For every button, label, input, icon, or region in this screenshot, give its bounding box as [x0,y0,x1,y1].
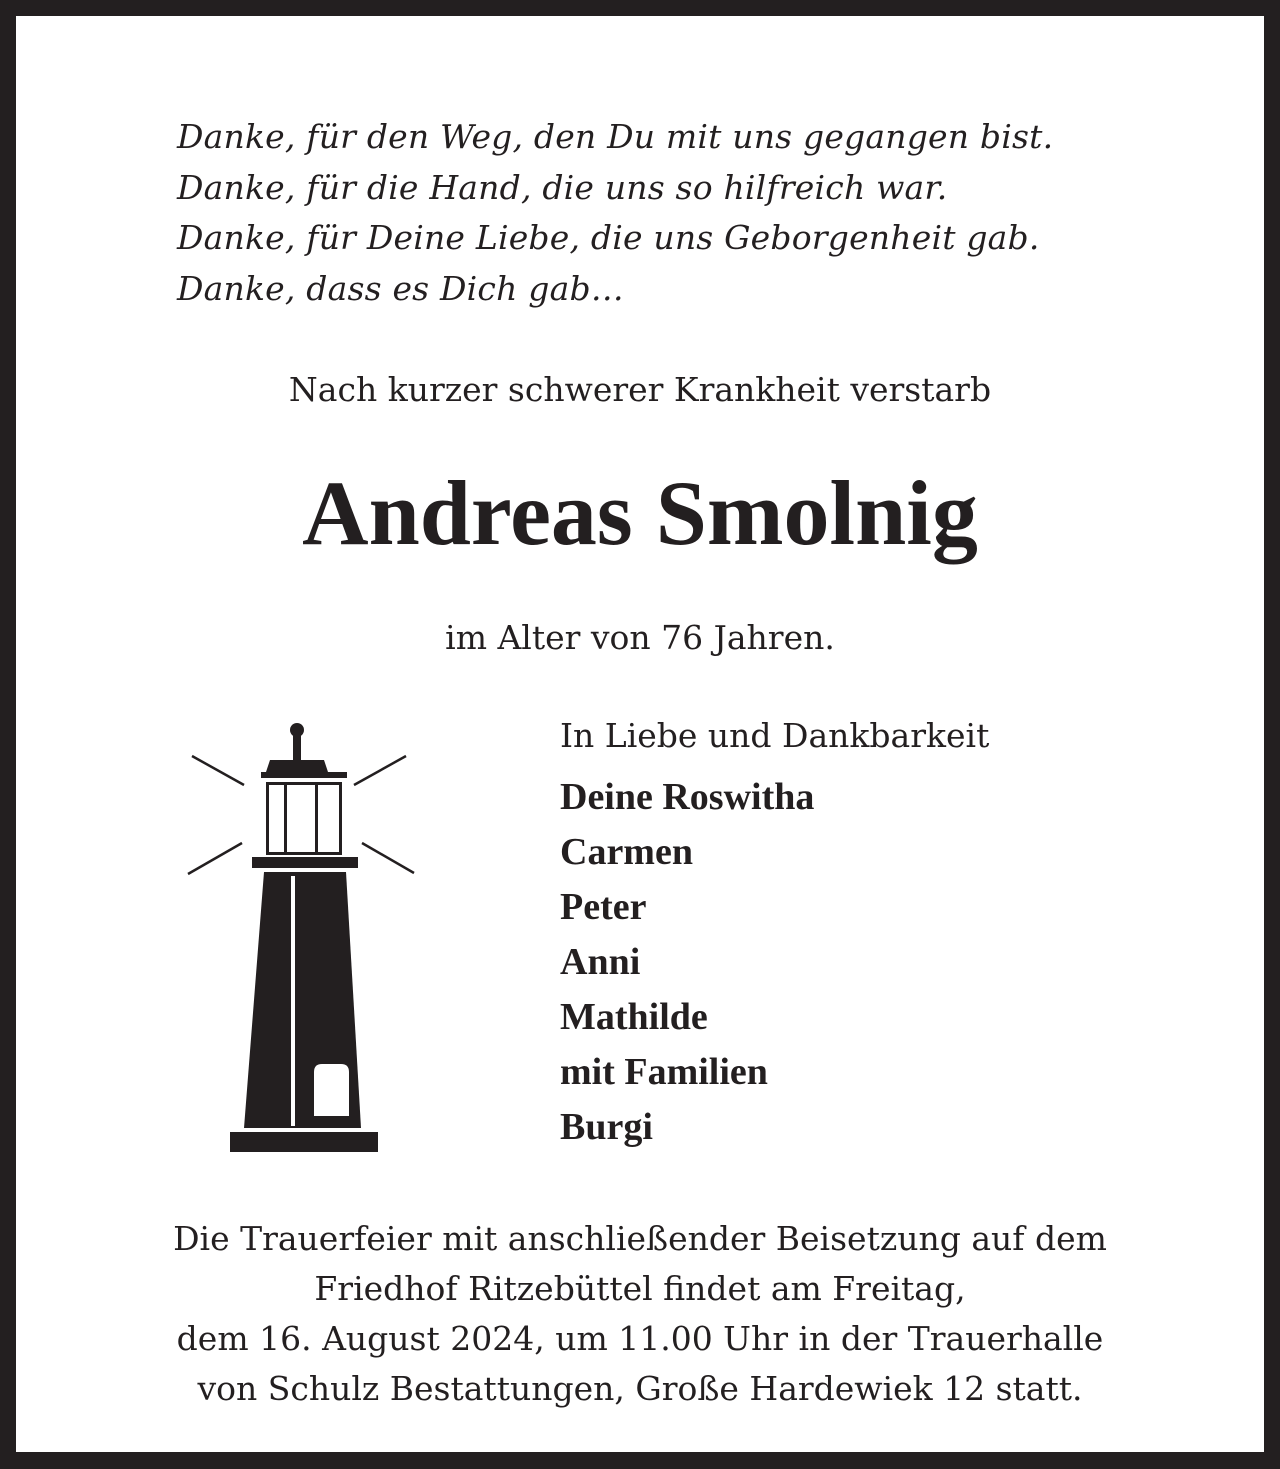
deceased-name: Andreas Smolnig [302,462,978,564]
verse-line: Danke, für Deine Liebe, die uns Geborgenheit gab. [177,218,1040,257]
verse-line: Danke, für den Weg, den Du mit uns gegangen bist. [177,117,1054,156]
age-line: im Alter von 76 Jahren. [445,618,835,657]
mourner-name: Anni [560,941,641,983]
mourner-name: Mathilde [560,996,708,1038]
mourner-name: Burgi [560,1106,653,1148]
obituary-card [16,16,1264,1452]
mourner-name: Peter [560,886,647,928]
mourners-heading: In Liebe und Dankbarkeit [560,716,990,755]
mourners [560,714,989,1155]
lighthouse-icon [186,716,426,1156]
funeral-line: Die Trauerfeier mit anschließender Beisetzung auf dem [173,1219,1107,1258]
funeral-line: von Schulz Bestattungen, Große Hardewiek 12 statt. [197,1369,1083,1408]
verse [177,112,1053,314]
intro-text: Nach kurzer schwerer Krankheit verstarb [288,370,992,409]
mourner-name: Carmen [560,831,693,873]
funeral-line: Friedhof Ritzebüttel findet am Freitag, [314,1269,966,1308]
funeral-details [16,1214,1264,1414]
verse-line: Danke, dass es Dich gab… [177,268,624,308]
mourner-name: Deine Roswitha [560,776,815,818]
verse-line: Danke, für die Hand, die uns so hilfreich war. [177,167,948,207]
mourner-name: mit Familien [560,1051,768,1093]
funeral-line: dem 16. August 2024, um 11.00 Uhr in der Trauerhalle [176,1319,1104,1358]
